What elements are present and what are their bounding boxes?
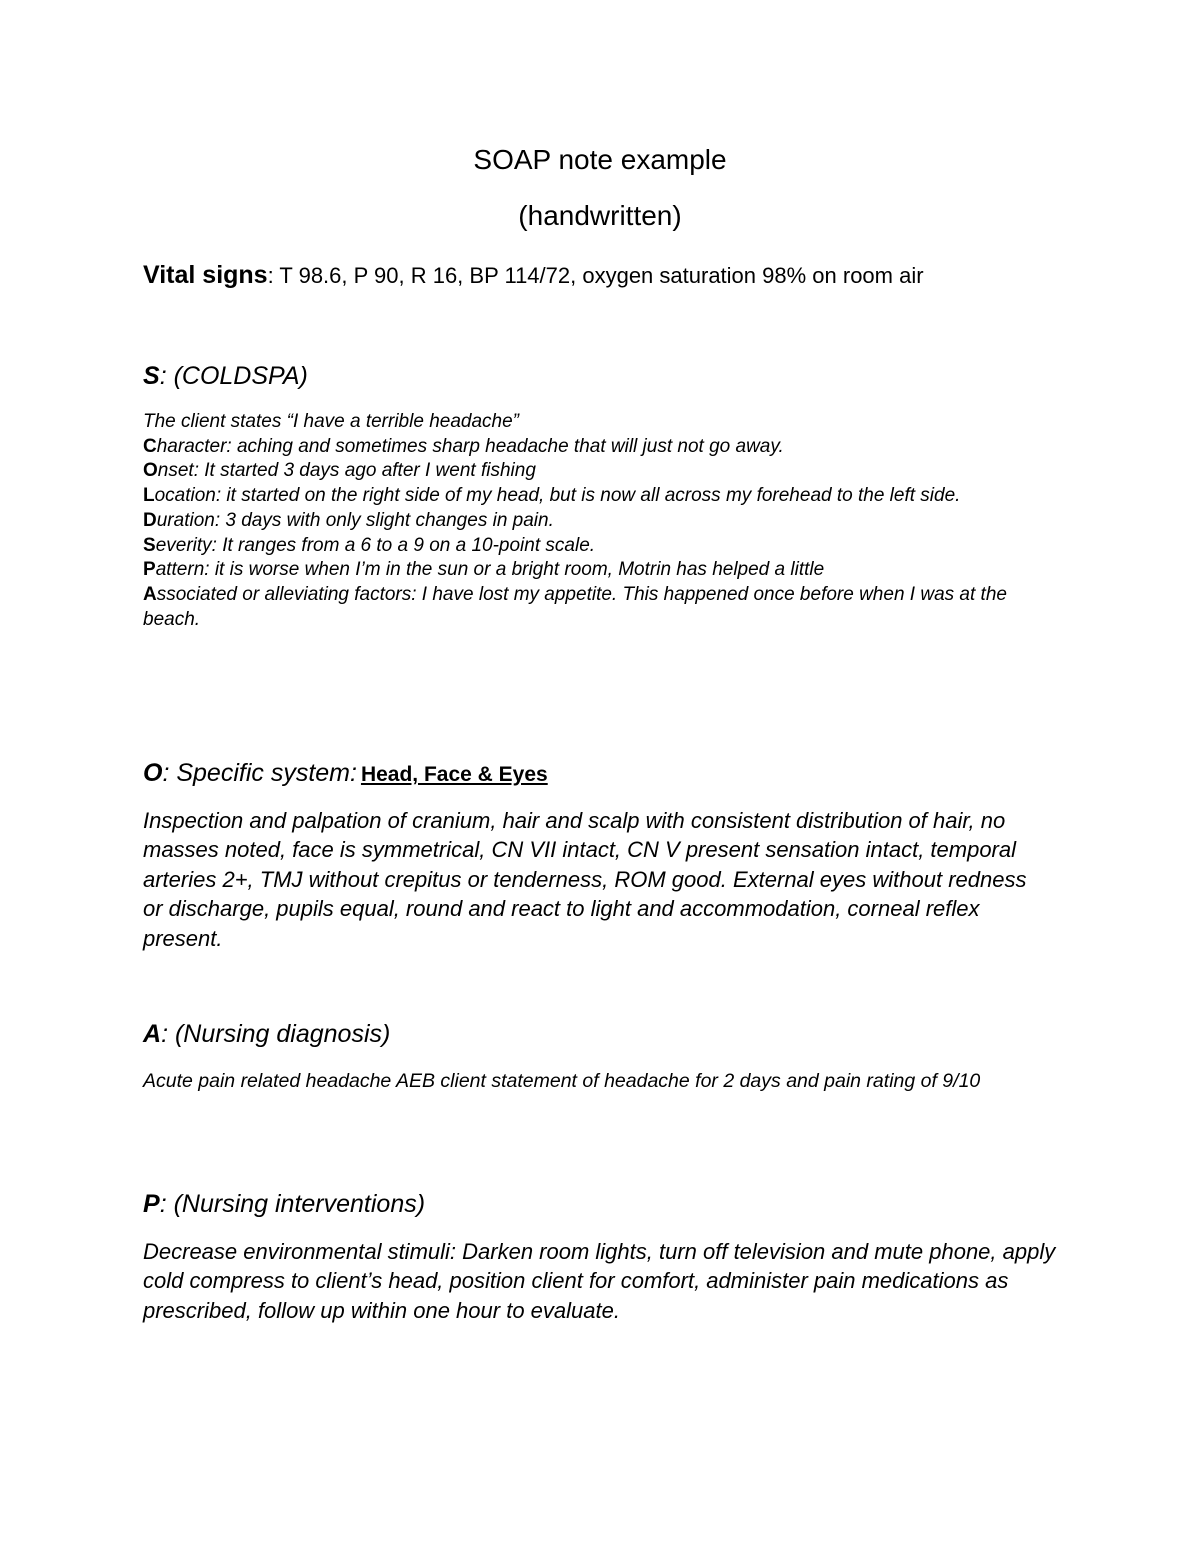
objective-heading bbox=[143, 757, 548, 791]
coldspa-item-duration bbox=[143, 509, 1043, 534]
coldspa-item-severity bbox=[143, 534, 1043, 559]
plan-heading-text: : (Nursing interventions) bbox=[159, 1190, 426, 1218]
coldspa-initial: O bbox=[143, 460, 158, 482]
subjective-letter: S bbox=[143, 362, 160, 390]
objective-system: Head, Face & Eyes bbox=[360, 763, 548, 786]
coldspa-initial: C bbox=[143, 435, 157, 457]
plan-interventions: Decrease environmental stimuli: Darken room lights, turn off television and mute phone, apply cold compress to client’s head, position client for comfort, administer pain medications as prescribed, follow up within one hour to evaluate. bbox=[143, 1239, 1056, 1323]
coldspa-text: everity: It ranges from a 6 to a 9 on a 10-point scale. bbox=[155, 534, 596, 556]
document-title: SOAP note example bbox=[473, 144, 727, 175]
assessment-heading-text: : (Nursing diagnosis) bbox=[161, 1020, 391, 1048]
subjective-heading-text: : (COLDSPA) bbox=[159, 362, 308, 390]
client-statement: The client states “I have a terrible headache” bbox=[143, 411, 519, 432]
coldspa-text: haracter: aching and sometimes sharp headache that will just not go away. bbox=[156, 435, 784, 457]
assessment-heading bbox=[143, 1018, 390, 1050]
coldspa-initial: A bbox=[143, 583, 157, 605]
assessment-diagnosis: Acute pain related headache AEB client statement of headache for 2 days and pain rating of 9/10 bbox=[143, 1070, 981, 1092]
plan-letter: P bbox=[143, 1190, 160, 1218]
coldspa-item-pattern bbox=[143, 558, 1043, 583]
assessment-letter: A bbox=[143, 1020, 162, 1048]
coldspa-initial: L bbox=[143, 485, 155, 507]
objective-heading-text: : Specific system: bbox=[162, 759, 357, 787]
coldspa-item-associated bbox=[143, 583, 1043, 632]
coldspa-text: ssociated or alleviating factors: I have lost my appetite. This happened once before when I was at the beach. bbox=[143, 583, 1007, 630]
vital-signs-line bbox=[143, 258, 1073, 293]
subjective-heading bbox=[143, 360, 308, 392]
coldspa-text: nset: It started 3 days ago after I went fishing bbox=[157, 460, 536, 482]
coldspa-text: uration: 3 days with only slight changes in pain. bbox=[156, 509, 554, 531]
coldspa-item-location bbox=[143, 484, 1043, 509]
coldspa-item-character bbox=[143, 435, 1043, 460]
vital-signs-values: T 98.6, P 90, R 16, BP 114/72, oxygen saturation 98% on room air bbox=[273, 263, 924, 288]
document-subtitle: (handwritten) bbox=[518, 200, 682, 231]
coldspa-list bbox=[143, 410, 1043, 632]
coldspa-item-onset bbox=[143, 459, 1043, 484]
objective-findings: Inspection and palpation of cranium, hair and scalp with consistent distribution of hair, no masses noted, face is symmetrical, CN VII intact, CN V present sensation intact, temporal arteries 2+, TMJ without crepitus or tenderness, ROM good. External eyes without redness or discharge, pupils equal, round and react to light and accommodation, corneal reflex present. bbox=[143, 808, 1027, 951]
vital-signs-colon: : bbox=[267, 263, 274, 288]
coldspa-initial: P bbox=[143, 559, 156, 581]
coldspa-text: ocation: it started on the right side of my head, but is now all across my forehead to the left side. bbox=[154, 485, 961, 507]
objective-letter: O bbox=[143, 759, 163, 787]
vital-signs-label: Vital signs bbox=[143, 261, 268, 289]
coldspa-initial: S bbox=[143, 534, 156, 556]
plan-heading bbox=[143, 1188, 425, 1220]
coldspa-text: attern: it is worse when I’m in the sun or a bright room, Motrin has helped a little bbox=[155, 559, 825, 581]
coldspa-initial: D bbox=[143, 509, 157, 531]
